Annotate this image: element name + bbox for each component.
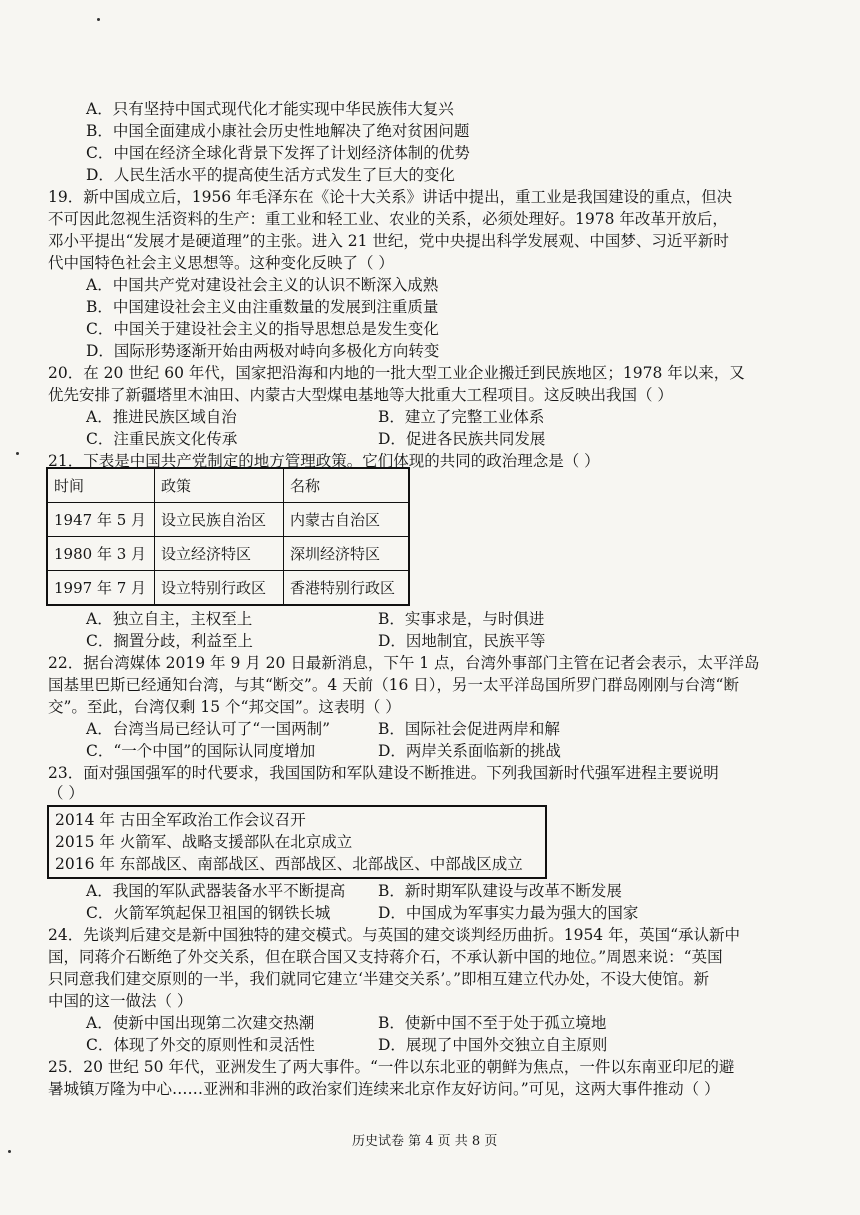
timeline-item: 2015 年 火箭军、战略支援部队在北京成立 [55, 833, 353, 851]
table-header-row [47, 468, 409, 503]
q24-option-a: A．使新中国出现第二次建交热潮 [86, 1014, 315, 1032]
military-timeline-box [47, 805, 547, 879]
q22-option-b: B．国际社会促进两岸和解 [378, 720, 560, 738]
q23-option-c: C．火箭军筑起保卫祖国的钢铁长城 [86, 904, 331, 922]
q20-option-d: D．促进各民族共同发展 [378, 430, 546, 448]
q19-stem-line-1: 19．新中国成立后，1956 年毛泽东在《论十大关系》讲话中提出，重工业是我国建设的重点，但决 [48, 188, 733, 206]
q18-option-d: D．人民生活水平的提高使生活方式发生了巨大的变化 [86, 166, 455, 184]
policy-table [46, 467, 410, 606]
q19-option-a: A．中国共产党对建设社会主义的认识不断深入成熟 [86, 276, 439, 294]
q21-option-b: B．实事求是，与时俱进 [378, 610, 545, 628]
q24-option-d: D．展现了中国外交独立自主原则 [378, 1036, 608, 1054]
q22-stem-line-2: 国基里巴斯已经通知台湾，与其“断交”。4 天前（16 日），另一太平洋岛国所罗门群岛刚刚与台湾“断 [48, 676, 739, 694]
q22-option-d: D．两岸关系面临新的挑战 [378, 742, 561, 760]
table-cell: 设立民族自治区 [155, 503, 284, 537]
table-cell: 1997 年 7 月 [47, 571, 155, 606]
table-row [47, 503, 409, 537]
q24-stem-line-3: 只同意我们建交原则的一半，我们就同它建立‘半建交关系’。”即相互建立代办处，不设大使馆。新 [48, 970, 710, 988]
table-cell: 1980 年 3 月 [47, 537, 155, 571]
q25-stem-line-2: 暑城镇万隆为中心……亚洲和非洲的政治家们连续来北京作友好访问。”可见，这两大事件推动（ ） [48, 1080, 720, 1098]
timeline-item: 2014 年 古田全军政治工作会议召开 [55, 811, 306, 829]
table-cell: 内蒙古自治区 [284, 503, 410, 537]
q23-option-b: B．新时期军队建设与改革不断发展 [378, 882, 622, 900]
scan-speck [97, 18, 100, 21]
table-row [47, 537, 409, 571]
q24-stem-line-1: 24．先谈判后建交是新中国独特的建交模式。与英国的建交谈判经历曲折。1954 年，英国“承认新中 [48, 926, 741, 944]
timeline-item: 2016 年 东部战区、南部战区、西部战区、北部战区、中部战区成立 [55, 855, 523, 873]
q22-stem-line-3: 交”。至此，台湾仅剩 15 个“邦交国”。这表明（ ） [48, 698, 401, 716]
q19-stem-line-4: 代中国特色社会主义思想等。这种变化反映了（ ） [48, 254, 394, 272]
q24-stem-line-4: 中国的这一做法（ ） [48, 992, 193, 1010]
q18-option-c: C．中国在经济全球化背景下发挥了计划经济体制的优势 [86, 144, 470, 162]
table-row [47, 571, 409, 606]
table-cell: 设立特别行政区 [155, 571, 284, 606]
page-footer: 历史试卷 第 4 页 共 8 页 [352, 1134, 498, 1149]
q21-option-d: D．因地制宜，民族平等 [378, 632, 546, 650]
q20-option-c: C．注重民族文化传承 [86, 430, 238, 448]
q21-option-a: A．独立自主，主权至上 [86, 610, 253, 628]
q20-option-b: B．建立了完整工业体系 [378, 408, 545, 426]
q18-option-b: B．中国全面建成小康社会历史性地解决了绝对贫困问题 [86, 122, 470, 140]
table-cell: 深圳经济特区 [284, 537, 410, 571]
q19-option-b: B．中国建设社会主义由注重数量的发展到注重质量 [86, 298, 439, 316]
table-header-cell: 政策 [155, 468, 284, 503]
q19-stem-line-2: 不可因此忽视生活资料的生产：重工业和轻工业、农业的关系，必须处理好。1978 年改革开放后， [48, 210, 728, 228]
q20-option-a: A．推进民族区域自治 [86, 408, 237, 426]
q24-option-b: B．使新中国不至于处于孤立境地 [378, 1014, 607, 1032]
scan-speck [16, 452, 19, 455]
q20-stem-line-2: 优先安排了新疆塔里木油田、内蒙古大型煤电基地等大批重大工程项目。这反映出我国（ ） [48, 386, 673, 404]
q19-option-c: C．中国关于建设社会主义的指导思想总是发生变化 [86, 320, 439, 338]
q25-stem-line-1: 25．20 世纪 50 年代，亚洲发生了两大事件。“一件以东北亚的朝鲜为焦点，一件以东南亚印尼的避 [48, 1058, 735, 1076]
q20-stem-line-1: 20．在 20 世纪 60 年代，国家把沿海和内地的一批大型工业企业搬迁到民族地区；1978 年以来，又 [48, 364, 745, 382]
table-header-cell: 名称 [284, 468, 410, 503]
q23-stem-line-2: （ ） [48, 784, 84, 802]
q18-option-a: A．只有坚持中国式现代化才能实现中华民族伟大复兴 [86, 100, 454, 118]
q23-option-d: D．中国成为军事实力最为强大的国家 [378, 904, 639, 922]
q23-stem-line-1: 23．面对强国强军的时代要求，我国国防和军队建设不断推进。下列我国新时代强军进程主要说明 [48, 764, 719, 782]
q21-option-c: C．搁置分歧，利益至上 [86, 632, 253, 650]
q22-option-a: A．台湾当局已经认可了“一国两制” [86, 720, 331, 738]
q22-option-c: C．“一个中国”的国际认同度增加 [86, 742, 316, 760]
q24-option-c: C．体现了外交的原则性和灵活性 [86, 1036, 315, 1054]
q21-stem: 21．下表是中国共产党制定的地方管理政策。它们体现的共同的政治理念是（ ） [48, 452, 600, 470]
table-cell: 设立经济特区 [155, 537, 284, 571]
q23-option-a: A．我国的军队武器装备水平不断提高 [86, 882, 346, 900]
table-cell: 香港特别行政区 [284, 571, 410, 606]
table-header-cell: 时间 [47, 468, 155, 503]
q22-stem-line-1: 22．据台湾媒体 2019 年 9 月 20 日最新消息，下午 1 点，台湾外事部门主管在记者会表示，太平洋岛 [48, 654, 760, 672]
q19-option-d: D．国际形势逐渐开始由两极对峙向多极化方向转变 [86, 342, 440, 360]
q19-stem-line-3: 邓小平提出“发展才是硬道理”的主张。进入 21 世纪，党中央提出科学发展观、中国梦、习近平新时 [48, 232, 729, 250]
table-cell: 1947 年 5 月 [47, 503, 155, 537]
scan-speck [8, 1150, 11, 1153]
q24-stem-line-2: 国，同蒋介石断绝了外交关系，但在联合国又支持蒋介石，不承认新中国的地位。”周恩来说：“英国 [48, 948, 723, 966]
